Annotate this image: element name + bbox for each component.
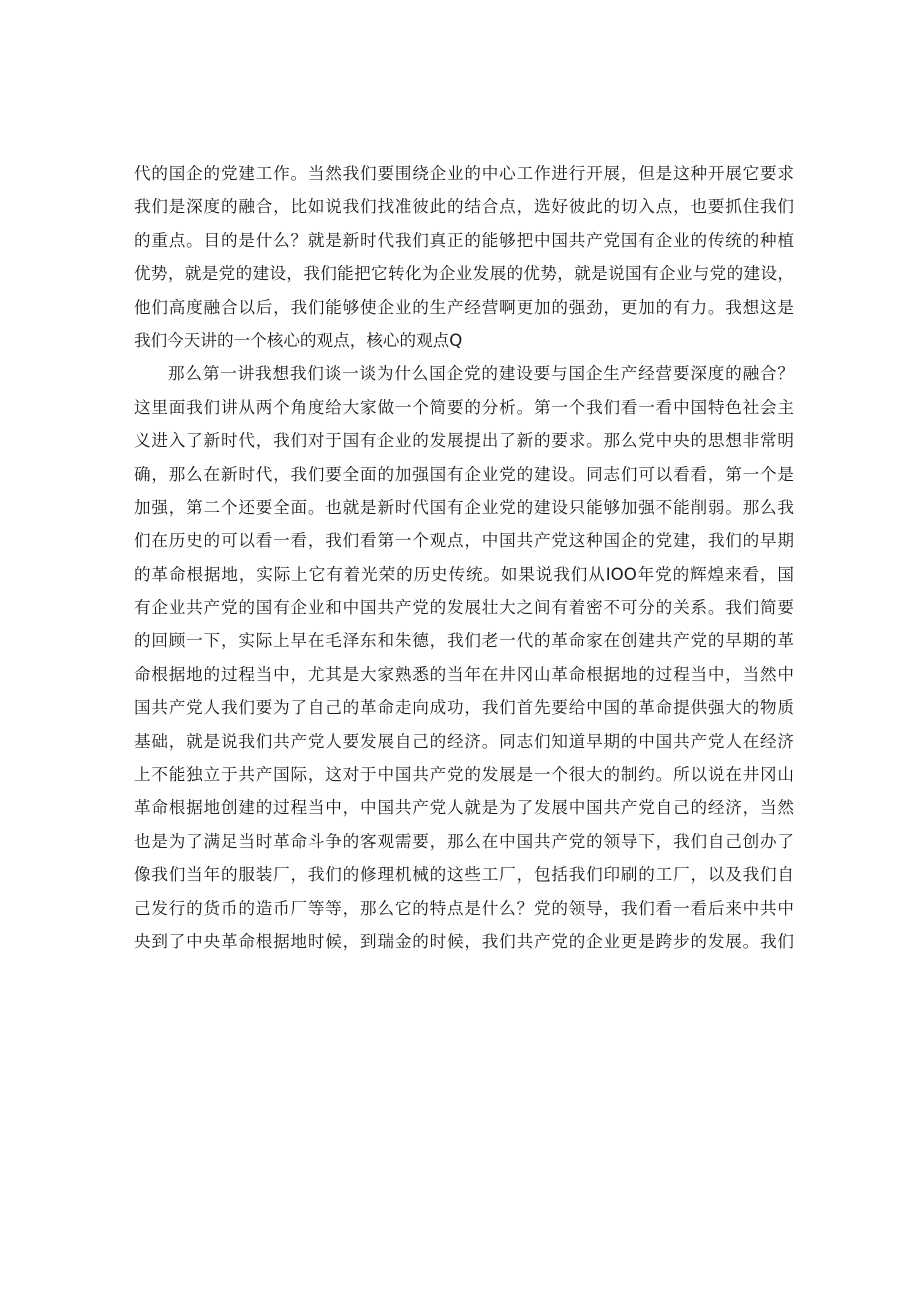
text-line: 的革命根据地，实际上它有着光荣的历史传统。如果说我们从IOO年党的辉煌来看，国 — [134, 564, 794, 584]
text-line: 确，那么在新时代，我们要全面的加强国有企业党的建设。同志们可以看看，第一个是 — [134, 464, 794, 484]
text-line: 央到了中央革命根据地时候，到瑞金的时候，我们共产党的企业更是跨步的发展。我们 — [134, 931, 794, 951]
text-line: 加强，第二个还要全面。也就是新时代国有企业党的建设只能够加强不能削弱。那么我 — [134, 497, 794, 517]
paragraph-1 — [134, 157, 794, 357]
text-line: 这里面我们讲从两个角度给大家做一个简要的分析。第一个我们看一看中国特色社会主 — [134, 397, 794, 417]
text-line: 我们是深度的融合，比如说我们找准彼此的结合点，选好彼此的切入点，也要抓住我们 — [134, 197, 794, 217]
text-line: 国共产党人我们要为了自己的革命走向成功，我们首先要给中国的革命提供强大的物质 — [134, 698, 794, 718]
text-line: 的回顾一下，实际上早在毛泽东和朱德，我们老一代的革命家在创建共产党的早期的革 — [134, 631, 794, 651]
text-line: 们在历史的可以看一看，我们看第一个观点，中国共产党这种国企的党建，我们的早期 — [134, 531, 794, 551]
text-line: 优势，就是党的建设，我们能把它转化为企业发展的优势，就是说国有企业与党的建设， — [134, 264, 794, 284]
text-line: 义进入了新时代，我们对于国有企业的发展提出了新的要求。那么党中央的思想非常明 — [134, 431, 794, 451]
text-line: 命根据地的过程当中，尤其是大家熟悉的当年在井冈山革命根据地的过程当中，当然中 — [134, 664, 794, 684]
text-line: 有企业共产党的国有企业和中国共产党的发展壮大之间有着密不可分的关系。我们简要 — [134, 598, 794, 618]
text-line: 革命根据地创建的过程当中，中国共产党人就是为了发展中国共产党自己的经济，当然 — [134, 798, 794, 818]
text-line: 代的国企的党建工作。当然我们要围绕企业的中心工作进行开展，但是这种开展它要求 — [134, 164, 794, 183]
text-line: 上不能独立于共产国际，这对于中国共产党的发展是一个很大的制约。所以说在井冈山 — [134, 765, 794, 785]
text-line: 他们高度融合以后，我们能够使企业的生产经营啊更加的强劲，更加的有力。我想这是 — [134, 297, 794, 317]
text-line: 己发行的货币的造币厂等等，那么它的特点是什么？党的领导，我们看一看后来中共中 — [134, 898, 794, 918]
text-line: 的重点。目的是什么？就是新时代我们真正的能够把中国共产党国有企业的传统的种植 — [134, 230, 794, 250]
text-line: 基础，就是说我们共产党人要发展自己的经济。同志们知道早期的中国共产党人在经济 — [134, 731, 794, 751]
text-line-last: 我们今天讲的一个核心的观点，核心的观点Q — [134, 330, 463, 350]
text-line: 也是为了满足当时革命斗争的客观需要，那么在中国共产党的领导下，我们自己创办了 — [134, 831, 794, 851]
text-line-indented: 那么第一讲我想我们谈一谈为什么国企党的建设要与国企生产经营要深度的融合？ — [168, 364, 794, 384]
document-body — [134, 157, 794, 958]
paragraph-2 — [134, 357, 794, 958]
text-line: 像我们当年的服装厂，我们的修理机械的这些工厂，包括我们印刷的工厂，以及我们自 — [134, 865, 794, 885]
